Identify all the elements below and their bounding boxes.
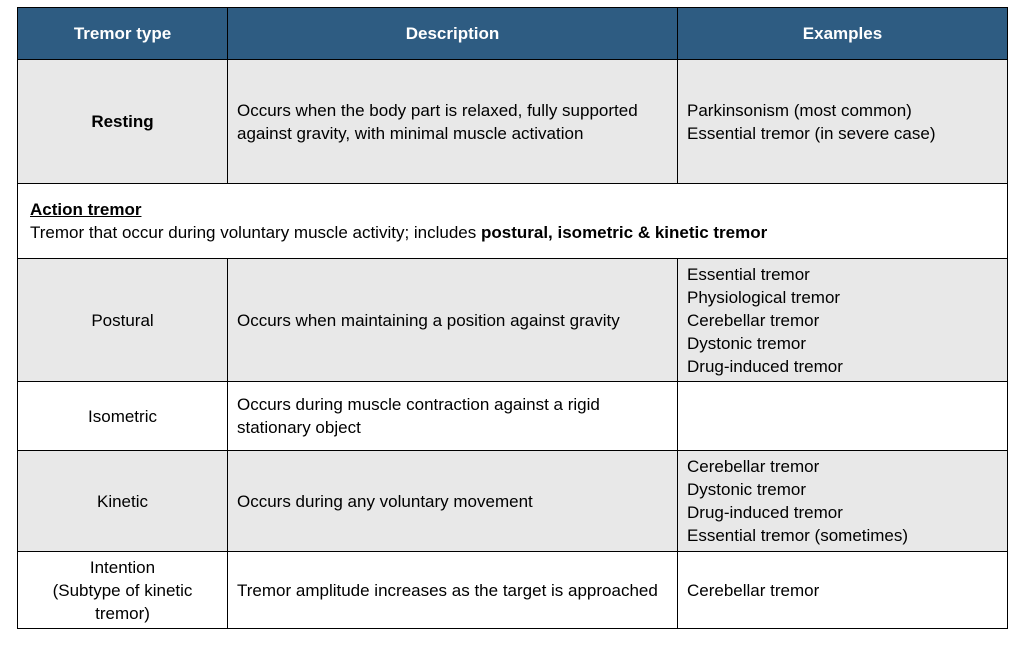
table-row-postural	[18, 259, 1008, 382]
examples-cell	[678, 552, 1008, 629]
description-cell: Occurs during muscle contraction against a rigid stationary object	[228, 382, 678, 451]
example-item: Cerebellar tremor	[687, 457, 820, 476]
type-line: (Subtype of kinetic	[52, 580, 193, 600]
description-cell: Occurs when the body part is relaxed, fully supported against gravity, with minimal muscle activation	[228, 60, 678, 184]
description-cell: Occurs when maintaining a position against gravity	[228, 259, 678, 382]
example-item: Essential tremor (in severe case)	[687, 123, 936, 143]
example-item: Essential tremor	[687, 264, 810, 284]
tremor-table-container	[17, 7, 1007, 629]
example-item: Cerebellar tremor	[687, 580, 820, 600]
examples-cell	[678, 451, 1008, 552]
type-cell: Postural	[18, 259, 228, 382]
action-tremor-title: Action tremor	[30, 200, 142, 219]
example-item: Dystonic tremor	[687, 333, 807, 353]
example-item: Parkinsonism (most common)	[687, 100, 912, 120]
example-item: Physiological tremor	[687, 287, 841, 307]
description-cell: Occurs during any voluntary movement	[228, 451, 678, 552]
action-tremor-desc: Tremor that occur during voluntary muscle activity; includes	[30, 223, 481, 242]
table-row-isometric	[18, 382, 1008, 451]
type-cell: Isometric	[18, 382, 228, 451]
examples-cell	[678, 259, 1008, 382]
example-item: Cerebellar tremor	[687, 310, 820, 330]
header-description: Description	[228, 8, 678, 60]
action-tremor-bold: postural, isometric & kinetic tremor	[481, 223, 768, 242]
header-examples: Examples	[678, 8, 1008, 60]
type-cell: Resting	[18, 60, 228, 184]
type-cell	[18, 552, 228, 629]
type-line: Intention	[89, 557, 156, 577]
table-row-kinetic	[18, 451, 1008, 552]
table-row-resting	[18, 60, 1008, 184]
description-cell: Tremor amplitude increases as the target is approached	[228, 552, 678, 629]
tremor-table	[17, 7, 1008, 629]
example-item: Drug-induced tremor	[687, 356, 843, 376]
table-row-intention	[18, 552, 1008, 629]
type-cell: Kinetic	[18, 451, 228, 552]
examples-cell	[678, 382, 1008, 451]
action-tremor-cell	[18, 184, 1008, 259]
header-row	[18, 8, 1008, 60]
example-item: Drug-induced tremor	[687, 503, 843, 522]
type-line: tremor)	[95, 603, 150, 623]
example-item: Dystonic tremor	[687, 480, 807, 499]
table-row-action-tremor	[18, 184, 1008, 259]
action-tremor-text	[30, 221, 995, 244]
example-item: Essential tremor (sometimes)	[687, 526, 909, 545]
examples-cell	[678, 60, 1008, 184]
header-tremor-type: Tremor type	[18, 8, 228, 60]
